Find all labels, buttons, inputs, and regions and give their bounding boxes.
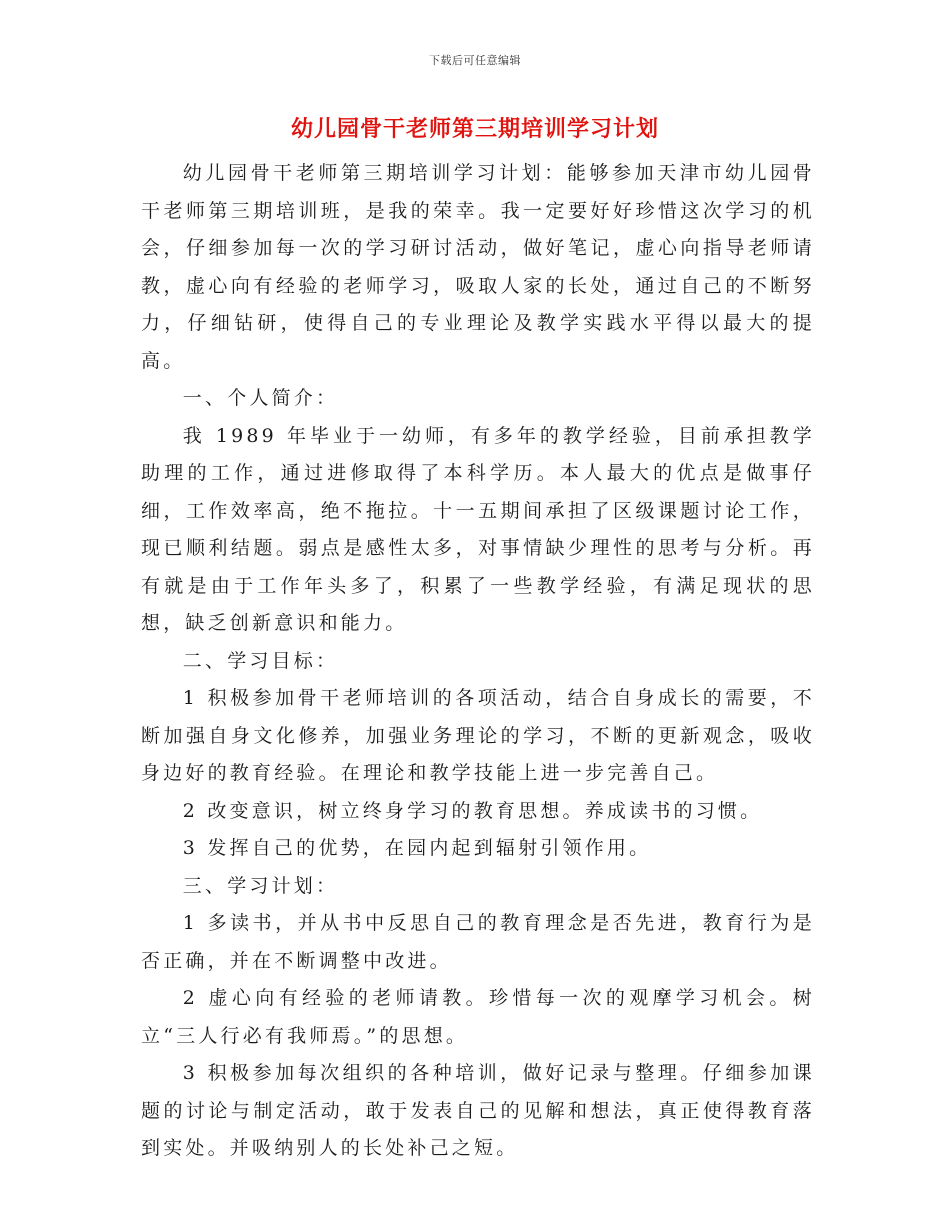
plan-item-2: 2 虚心向有经验的老师请教。珍惜每一次的观摩学习机会。树立“三人行必有我师焉。”的思想。 — [141, 987, 815, 1047]
goal-item-1: 1 积极参加骨干老师培训的各项活动，结合自身成长的需要，不断加强自身文化修养，加强业务理论的学习，不断的更新观念，吸收身边好的教育经验。在理论和教学技能上进一步完善自己。 — [141, 687, 815, 784]
goal-item-3: 3 发挥自己的优势，在园内起到辐射引领作用。 — [182, 837, 652, 859]
document-body — [141, 155, 815, 1168]
section-heading-plan: 三、学习计划： — [182, 874, 339, 897]
document-title: 幼儿园骨干老师第三期培训学习计划 — [290, 117, 659, 142]
plan-item-3: 3 积极参加每次组织的各种培训，做好记录与整理。仔细参加课题的讨论与制定活动，敢于发表自己的见解和想法，真正使得教育落到实处。并吸纳别人的长处补己之短。 — [141, 1062, 815, 1159]
profile-paragraph: 我 1989 年毕业于一幼师，有多年的教学经验，目前承担教学助理的工作，通过进修取得了本科学历。本人最大的优点是做事仔细，工作效率高，绝不拖拉。十一五期间承担了区级课题讨论工作，现已顺利结题。弱点是感性太多，对事情缺少理性的思考与分析。再有就是由于工作年头多了，积累了一些教学经验，有满足现状的思想，缺乏创新意识和能力。 — [141, 424, 815, 634]
goal-item-2: 2 改变意识，树立终身学习的教育思想。养成读书的习惯。 — [182, 799, 763, 822]
intro-paragraph: 幼儿园骨干老师第三期培训学习计划：能够参加天津市幼儿园骨干老师第三期培训班，是我的荣幸。我一定要好好珍惜这次学习的机会，仔细参加每一次的学习研讨活动，做好笔记，虚心向指导老师请教，虚心向有经验的老师学习，吸取人家的长处，通过自己的不断努力，仔细钻研，使得自己的专业理论及教学实践水平得以最大的提高。 — [141, 162, 815, 372]
plan-item-1: 1 多读书，并从书中反思自己的教育理念是否先进，教育行为是否正确，并在不断调整中改进。 — [141, 912, 815, 972]
header-note: 下载后可任意编辑 — [429, 54, 521, 67]
section-heading-goals: 二、学习目标： — [182, 649, 339, 672]
section-heading-profile: 一、个人简介： — [182, 387, 339, 409]
